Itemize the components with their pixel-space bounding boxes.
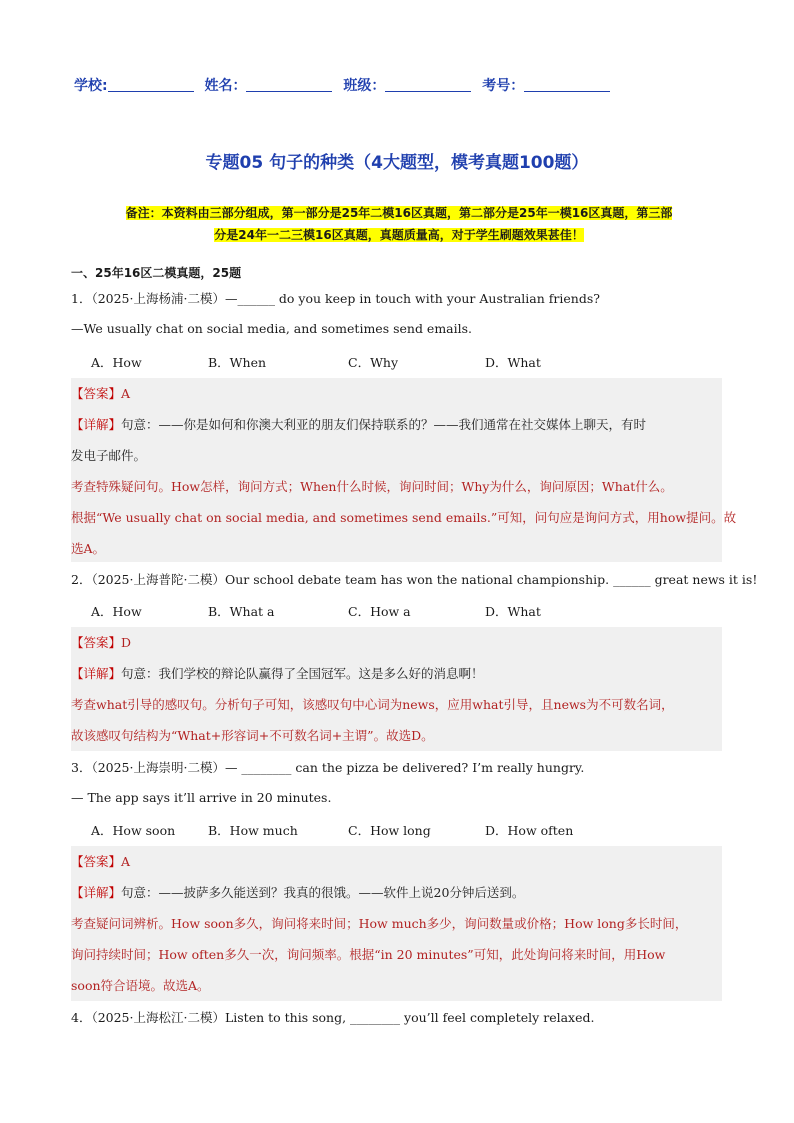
option-d[interactable]: D．What — [485, 355, 541, 370]
detail-line-3: 故该感叹句结构为“What+形容词+不可数名词+主谓”。故选D。 — [71, 728, 434, 743]
question-3-reply: — The app says it’ll arrive in 20 minutes. — [71, 790, 332, 805]
question-2-stem: 2．（2025·上海普陀·二模）Our school debate team has won the national championship. ______ great news it is! — [71, 572, 758, 587]
detail-line-4: soon符合语境。故选A。 — [71, 978, 210, 993]
answer-line: 【答案】A — [71, 854, 131, 869]
detail-line-5: 选A。 — [71, 541, 106, 556]
option-c[interactable]: C．Why — [348, 355, 399, 370]
detail-line-2: 考查疑问词辨析。How soon多久，询问将来时间；How much多少，询问数量或价格；How long多长时间， — [71, 916, 688, 931]
option-d[interactable]: D．What — [485, 604, 541, 619]
option-a[interactable]: A．How — [91, 355, 142, 370]
question-1-reply: —We usually chat on social media, and sometimes send emails. — [71, 321, 473, 336]
option-c[interactable]: C．How a — [348, 604, 411, 619]
question-3-answer-block — [71, 846, 722, 1001]
option-a[interactable]: A．How — [91, 604, 142, 619]
student-info-header — [74, 75, 616, 95]
class-blank[interactable] — [385, 79, 471, 92]
name-blank[interactable] — [246, 79, 332, 92]
detail-line-1: 【详解】句意：——披萨多久能送到？我真的很饿。——软件上说20分钟后送到。 — [71, 885, 525, 900]
detail-line-4: 根据“We usually chat on social media, and sometimes send emails.”可知，问句应是询问方式，用how提问。故 — [71, 510, 737, 525]
detail-line-1: 【详解】句意：——你是如何和你澳大利亚的朋友们保持联系的？——我们通常在社交媒体上聊天，有时 — [71, 417, 647, 432]
answer-value: A — [121, 854, 131, 869]
option-a[interactable]: A．How soon — [91, 823, 176, 838]
detail-line-2: 考查what引导的感叹句。分析句子可知，该感叹句中心词为news，应用what引导，且news为不可数名词， — [71, 697, 674, 712]
note-line-2: 分是24年一二三模16区真题，真题质量高，对于学生刷题效果甚佳！ — [214, 228, 584, 242]
question-2-answer-block — [71, 627, 722, 751]
exam-number-field: 考号： — [482, 75, 610, 95]
option-b[interactable]: B．What a — [208, 604, 275, 619]
answer-line: 【答案】D — [71, 635, 132, 650]
question-3-stem: 3．（2025·上海崇明·二模）— ________ can the pizza be delivered? I’m really hungry. — [71, 760, 585, 775]
detail-line-1: 【详解】句意：我们学校的辩论队赢得了全国冠军。这是多么好的消息啊！ — [71, 666, 484, 681]
answer-line: 【答案】A — [71, 386, 131, 401]
answer-value: A — [121, 386, 131, 401]
question-1-answer-block — [71, 378, 737, 562]
note-line-1: 备注：本资料由三部分组成，第一部分是25年二模16区真题，第二部分是25年一模16区真题，第三部 — [125, 206, 673, 220]
section-heading: 一、25年16区二模真题，25题 — [71, 266, 242, 280]
name-field: 姓名： — [204, 75, 332, 95]
option-c[interactable]: C．How long — [348, 823, 431, 838]
option-b[interactable]: B．How much — [208, 823, 298, 838]
school-blank[interactable] — [108, 79, 194, 92]
class-field: 班级： — [343, 75, 471, 95]
question-4-stem: 4．（2025·上海松江·二模）Listen to this song, ________ you’ll feel completely relaxed. — [71, 1010, 595, 1025]
detail-line-3: 询问持续时间；How often多久一次，询问频率。根据“in 20 minutes”可知，此处询问将来时间，用How — [71, 947, 666, 962]
detail-line-2: 发电子邮件。 — [71, 448, 147, 463]
page-title: 专题05 句子的种类（4大题型，模考真题100题） — [205, 153, 589, 173]
note-banner — [74, 202, 724, 246]
option-b[interactable]: B．When — [208, 355, 267, 370]
question-1-stem: 1．（2025·上海杨浦·二模）—______ do you keep in touch with your Australian friends? — [71, 291, 600, 306]
detail-line-3: 考查特殊疑问句。How怎样，询问方式；When什么时候，询问时间；Why为什么，询问原因；What什么。 — [71, 479, 673, 494]
option-d[interactable]: D．How often — [485, 823, 574, 838]
exam-number-blank[interactable] — [524, 79, 610, 92]
answer-value: D — [121, 635, 132, 650]
school-field: 学校: — [74, 75, 194, 95]
